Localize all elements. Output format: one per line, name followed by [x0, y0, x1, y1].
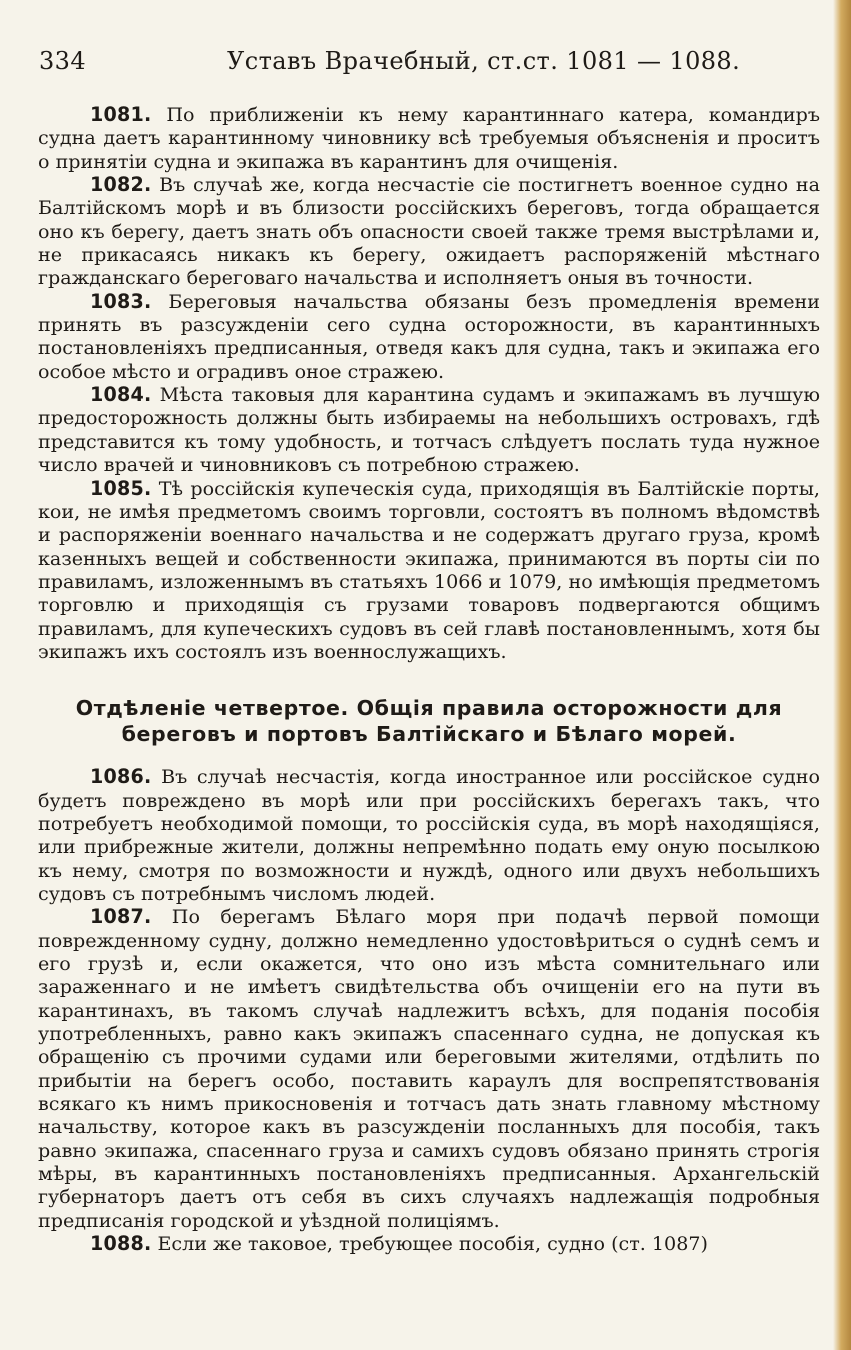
section-heading-line-1: Отдѣленіе четвертое. Общія правила осторожности для [75, 696, 783, 721]
article-number: 1081. [90, 103, 152, 126]
article-text: Мѣста таковыя для карантина судамъ и экипажамъ въ лучшую предосторожность должны быть избираемы на небольшихъ островахъ, гдѣ представится къ тому удобность, и тотчасъ слѣдуетъ послать туда нужное число врачей и чиновниковъ съ потребною стражею. [38, 383, 820, 477]
article-1086 [38, 765, 820, 905]
article-1082 [38, 173, 820, 290]
article-text: Береговыя начальства обязаны безъ промедленія времени принять въ разсужденіи сего судна осторожности, въ карантинныхъ постановленіяхъ предписанныя, отведя какъ для судна, такъ и экипажа его особое мѣсто и оградивъ оное стражею. [38, 289, 820, 383]
page-header [39, 47, 819, 85]
article-text: Въ случаѣ несчастія, когда иностранное или россійское судно будетъ повреждено въ морѣ или при россійскихъ берегахъ такъ, что потребуетъ необходимой помощи, то россійскія суда, въ морѣ находящіяся, или прибрежные жители, должны непремѣнно подать ему оную посылкою къ нему, смотря по возможности и нуждѣ, одного или двухъ небольшихъ судовъ съ потребнымъ числомъ людей. [38, 765, 820, 905]
article-text: Тѣ россійскія купеческія суда, приходящія въ Балтійскіе порты, кои, не имѣя предметомъ своимъ торговли, состоятъ въ полномъ вѣдомствѣ и распоряженіи военнаго начальства и не содержатъ другаго груза, кромѣ казенныхъ вещей и собственности экипажа, принимаются въ порты сіи по правиламъ, изложеннымъ въ статьяхъ 1066 и 1079, но имѣющія предметомъ торговлю и приходящія съ грузами товаровъ подвергаются общимъ правиламъ, для купеческихъ судовъ въ сей главѣ постановленнымъ, хотя бы экипажъ ихъ состоялъ изъ военнослужащихъ. [38, 476, 820, 663]
article-1088 [38, 1232, 820, 1255]
article-number: 1086. [90, 765, 152, 789]
article-1084 [38, 383, 820, 476]
running-head: Уставъ Врачебный, ст.ст. 1081 — 1088. [227, 47, 741, 75]
document-body [38, 103, 820, 1255]
article-text: По приближеніи къ нему карантиннаго катера, командиръ судна даетъ карантинному чиновнику всѣ требуемыя объясненія и проситъ о принятіи судна и экипажа въ карантинъ для очищенія. [38, 103, 820, 173]
article-text: По берегамъ Бѣлаго моря при подачѣ первой помощи поврежденному судну, должно немедленно удостовѣриться о суднѣ семъ и его грузѣ и, если окажется, что оно изъ мѣста сомнительнаго или зараженнаго и не имѣетъ свидѣтельства объ очищеніи его на пути въ карантинахъ, въ такомъ случаѣ надлежитъ всѣхъ, для поданія пособія употребленныхъ, равно какъ экипажъ спасеннаго судна, не допуская къ обращенію съ прочими судами или береговыми жителями, отдѣлить по прибытіи на берегъ особо, поставить караулъ для воспрепятствованія всякаго къ нимъ прикосновенія и тотчасъ дать знать главному мѣстному начальству, которое какъ въ разсужденіи посланныхъ для пособія, такъ равно экипажа, спасеннаго груза и самихъ судовъ обязано принять строгія мѣры, въ карантинныхъ постановленіяхъ предписанныя. Архангельскій губернаторъ даетъ отъ себя въ сихъ случаяхъ надлежащія подробныя предписанія городской и уѣздной полиціямъ. [38, 905, 820, 1232]
article-1081 [38, 103, 820, 173]
article-text: Если же таковое, требующее пособія, судно (ст. 1087) [157, 1232, 708, 1256]
article-1083 [38, 290, 820, 383]
article-1087 [38, 905, 820, 1232]
article-1085 [38, 477, 820, 664]
article-number: 1088. [90, 1232, 152, 1256]
article-number: 1085. [90, 476, 152, 500]
page-edge-shadow [833, 0, 851, 1350]
article-number: 1087. [90, 905, 152, 929]
article-number: 1083. [90, 289, 152, 313]
article-number: 1084. [90, 383, 152, 407]
article-text: Въ случаѣ же, когда несчастіе сіе постигнетъ военное судно на Балтійскомъ морѣ и въ близости россійскихъ береговъ, тогда обращается оно къ берегу, даетъ знать объ опасности своей также тремя выстрѣлами и, не прикасаясь никакъ къ берегу, ожидаетъ распоряженій мѣстнаго гражданскаго береговаго начальства и исполняетъ оныя въ точности. [38, 173, 820, 290]
article-number: 1082. [90, 173, 152, 197]
page-number: 334 [39, 47, 87, 75]
section-heading [38, 695, 820, 747]
section-heading-line-2: береговъ и портовъ Балтійскаго и Бѣлаго морей. [121, 722, 737, 747]
